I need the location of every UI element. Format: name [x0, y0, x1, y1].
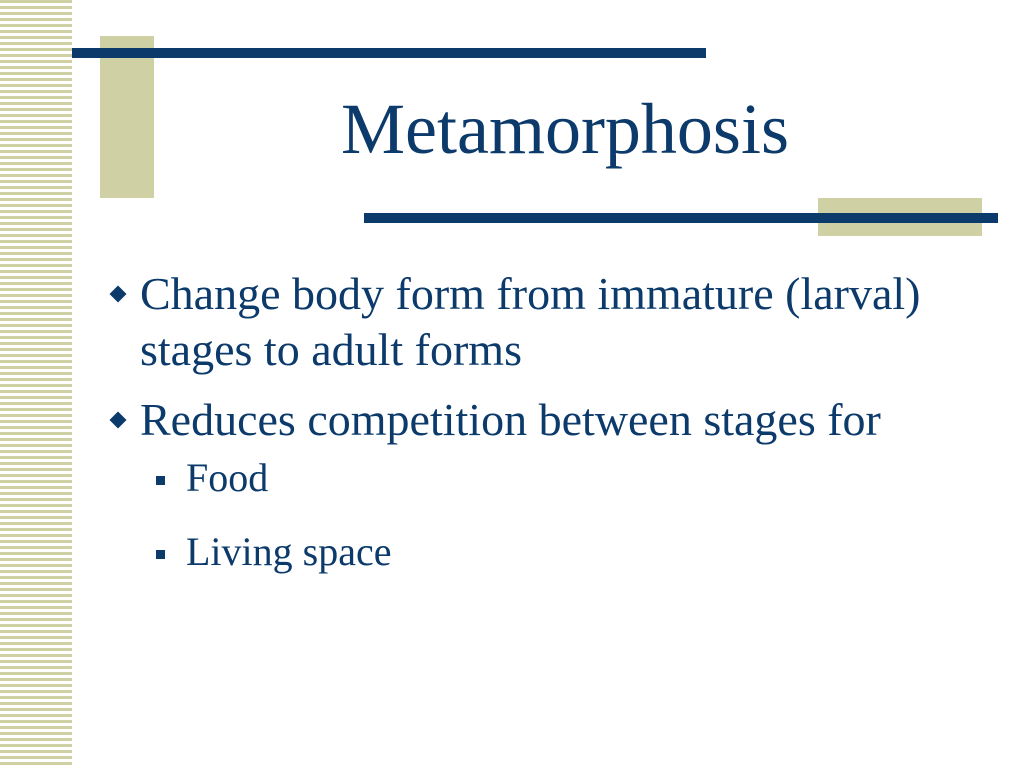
- sub-bullet-text: Food: [186, 455, 269, 500]
- decorative-side-stripes: [0, 0, 72, 768]
- bullet-text: Change body form from immature (larval) stages to adult forms: [140, 268, 921, 375]
- title-rule-top: [72, 48, 706, 58]
- square-bullet-icon: [156, 476, 165, 485]
- sub-bullet-item: [140, 526, 984, 578]
- bullet-item: [104, 392, 984, 578]
- sub-bullet-text: Living space: [186, 529, 392, 574]
- bullet-item: [104, 266, 984, 378]
- diamond-bullet-icon: [110, 412, 127, 429]
- diamond-bullet-icon: [110, 286, 127, 303]
- sub-bullet-item: [140, 452, 984, 504]
- decorative-tan-block-top: [100, 36, 154, 198]
- square-bullet-icon: [156, 550, 165, 559]
- title-rule-bottom: [364, 213, 998, 223]
- bullet-text: Reduces competition between stages for: [140, 394, 881, 445]
- bullet-list: [104, 266, 984, 600]
- sub-bullet-list: [140, 452, 984, 578]
- slide-title: Metamorphosis: [341, 89, 789, 169]
